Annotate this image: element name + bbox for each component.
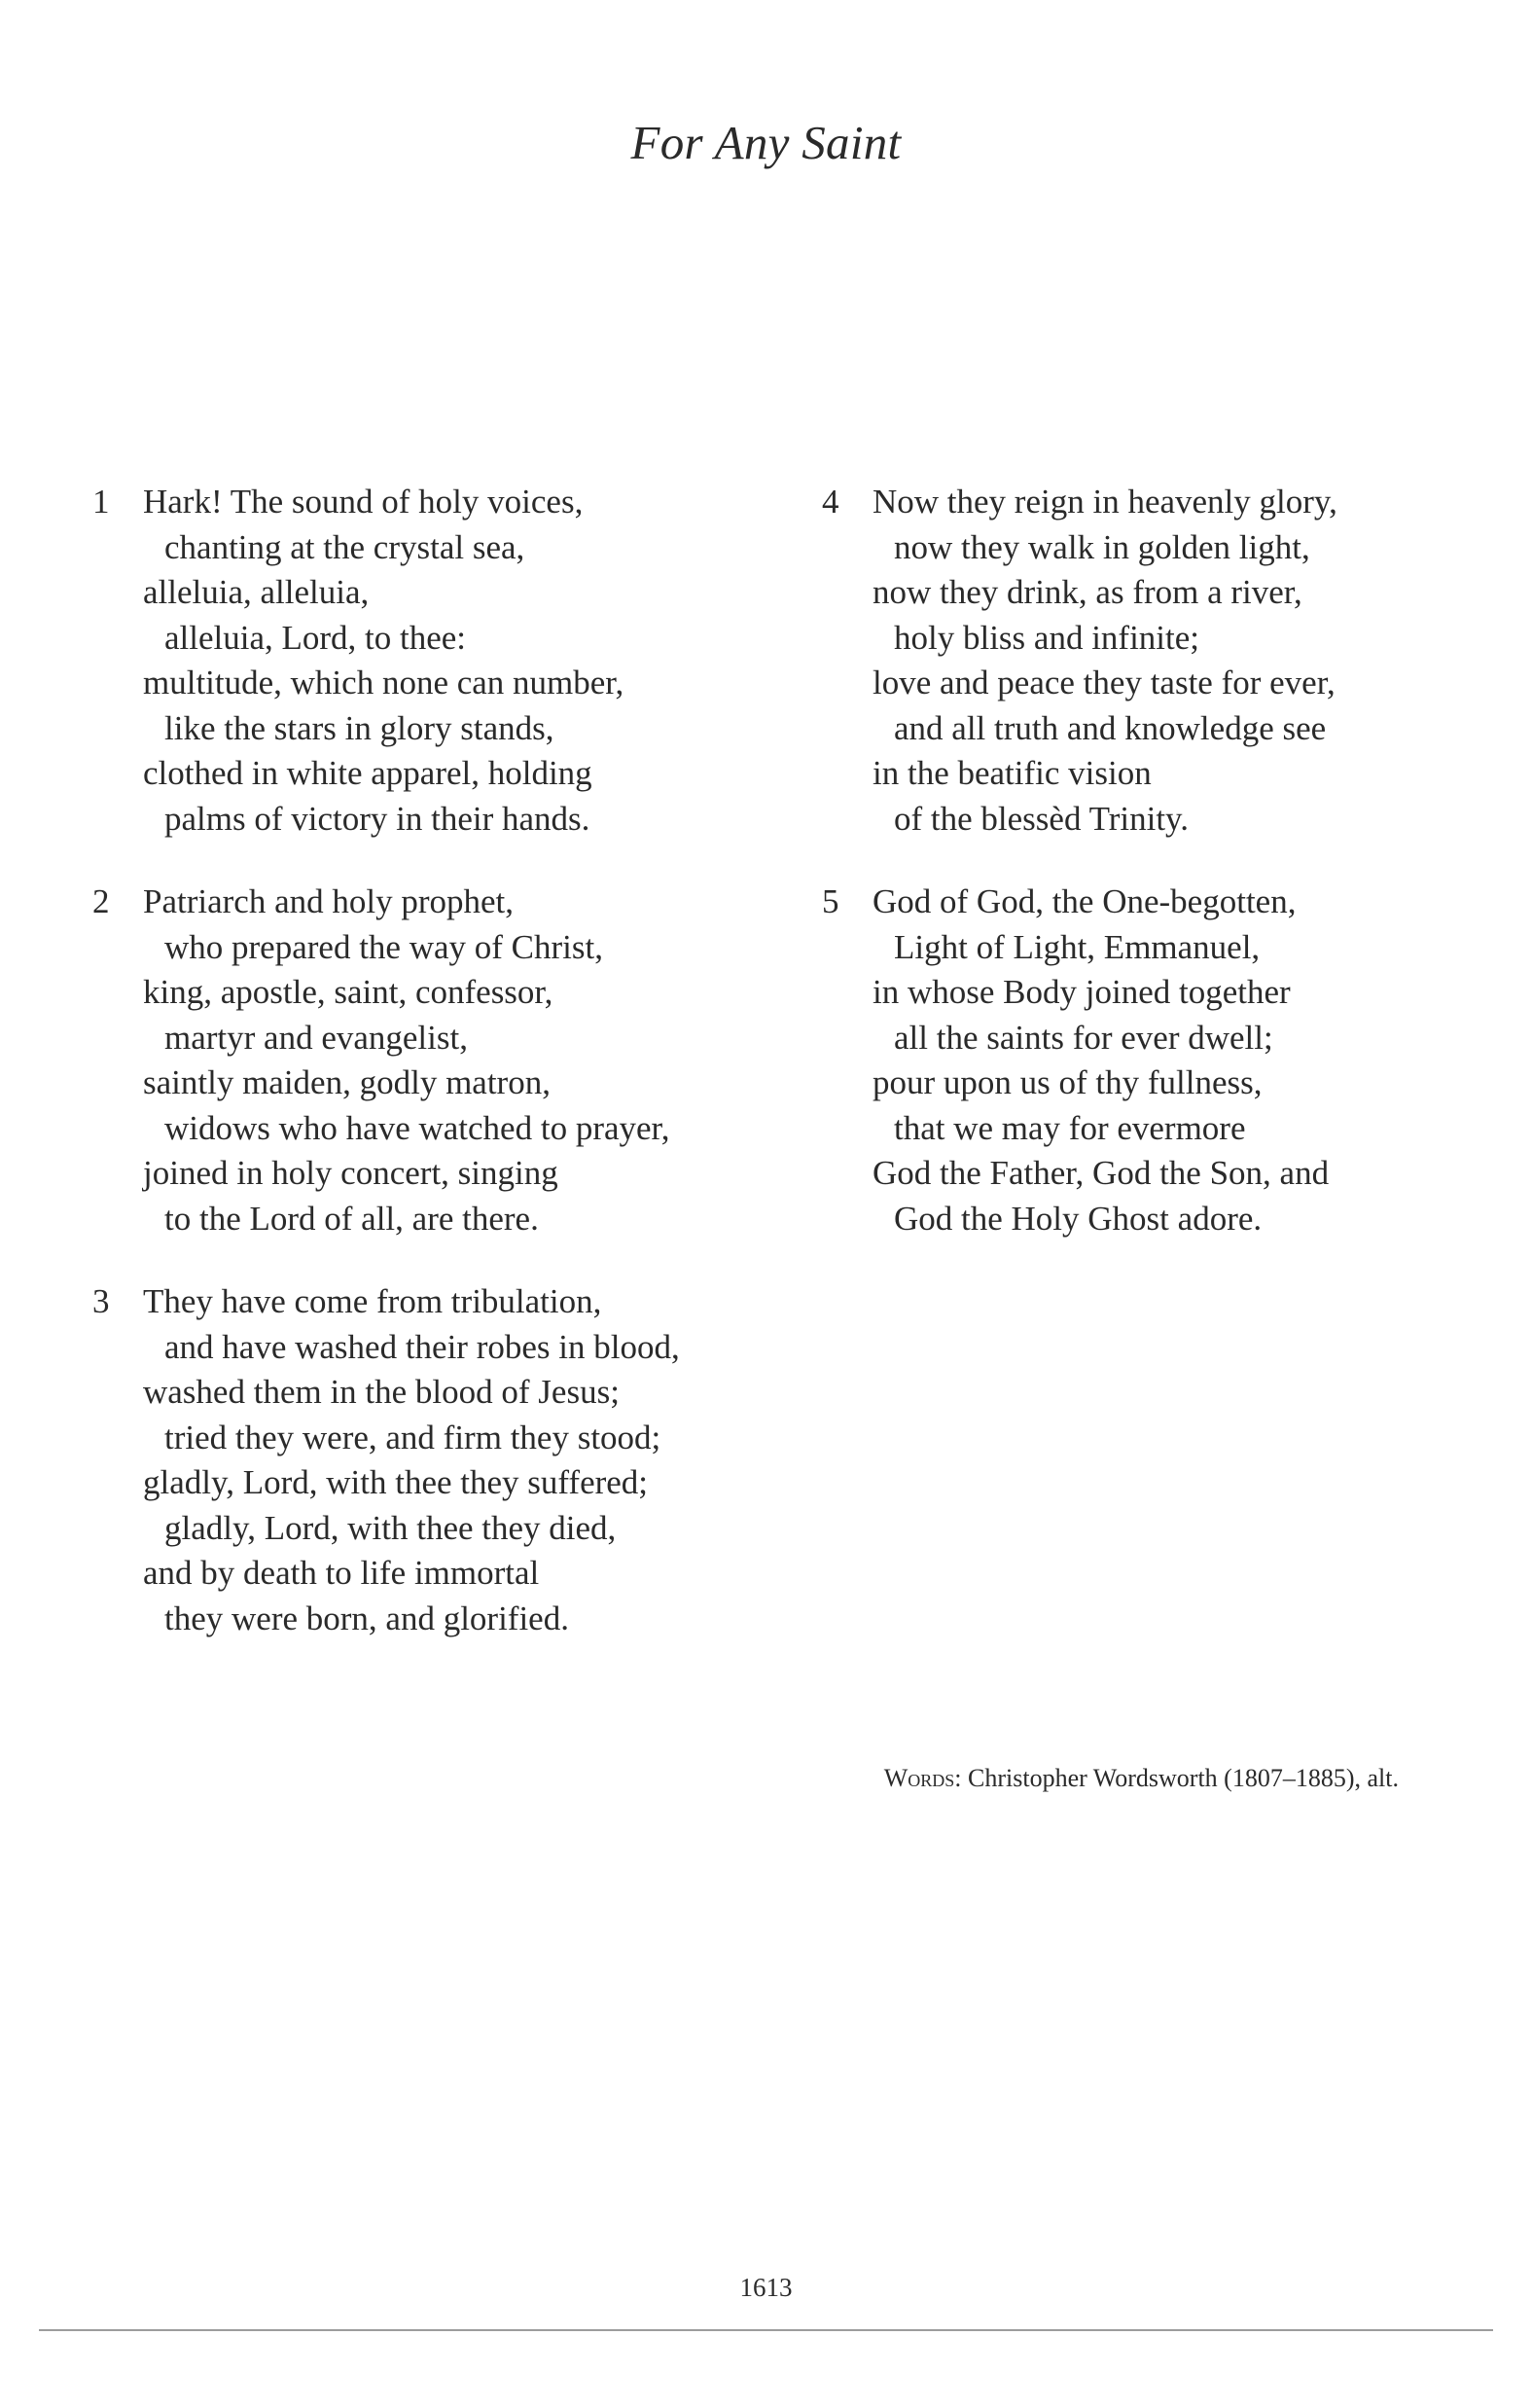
stanza-5 (822, 880, 1503, 1241)
stanza-line: like the stars in glory stands, (164, 708, 554, 747)
stanza-line: widows who have watched to prayer, (164, 1108, 670, 1147)
stanza-line: and all truth and knowledge see (894, 708, 1327, 747)
stanza-line: Light of Light, Emmanuel, (894, 927, 1261, 966)
stanza-line: joined in holy concert, singing (143, 1154, 558, 1192)
stanza-line: gladly, Lord, with thee they suffered; (143, 1463, 649, 1501)
stanza-2 (92, 880, 773, 1241)
stanza-line: pour upon us of thy fullness, (873, 1063, 1263, 1101)
stanza-line: washed them in the blood of Jesus; (143, 1373, 620, 1411)
words-attribution (884, 1764, 1399, 1793)
stanza-line: martyr and evangelist, (164, 1018, 468, 1057)
stanza-line: all the saints for ever dwell; (894, 1018, 1273, 1057)
stanza-line: and have washed their robes in blood, (164, 1327, 680, 1366)
stanza-line: saintly maiden, godly matron, (143, 1063, 551, 1101)
right-column (822, 480, 1503, 1241)
stanza-4 (822, 480, 1503, 842)
stanza-line: to the Lord of all, are there. (164, 1199, 539, 1238)
stanza-line: holy bliss and infinite; (894, 618, 1200, 657)
stanza-line: gladly, Lord, with thee they died, (164, 1508, 617, 1547)
stanza-line: now they drink, as from a river, (873, 573, 1302, 611)
stanza-number: 2 (92, 882, 110, 920)
stanza-1 (92, 480, 773, 842)
stanza-line: chanting at the crystal sea, (164, 527, 525, 566)
stanza-line: tried they were, and firm they stood; (164, 1418, 661, 1456)
stanza-number: 1 (92, 483, 110, 521)
stanza-line: that we may for evermore (894, 1108, 1246, 1147)
stanza-line: now they walk in golden light, (894, 527, 1310, 566)
stanza-line: of the blessèd Trinity. (894, 799, 1190, 838)
stanza-line: Now they reign in heavenly glory, (873, 483, 1337, 521)
stanza-line: who prepared the way of Christ, (164, 927, 603, 966)
stanza-3 (92, 1279, 773, 1641)
stanza-number: 5 (822, 882, 839, 920)
attribution-text: Christopher Wordsworth (1807–1885), alt. (961, 1764, 1399, 1792)
hymn-title: For Any Saint (630, 116, 902, 169)
stanza-line: alleluia, Lord, to thee: (164, 618, 467, 657)
stanza-line: they were born, and glorified. (164, 1599, 569, 1637)
stanza-line: king, apostle, saint, confessor, (143, 973, 553, 1011)
stanza-line: God the Holy Ghost adore. (894, 1199, 1263, 1238)
stanza-line: They have come from tribulation, (143, 1282, 602, 1320)
stanza-line: in the beatific vision (873, 754, 1152, 792)
stanza-line: in whose Body joined together (873, 973, 1291, 1011)
left-column (92, 480, 773, 1641)
stanza-line: multitude, which none can number, (143, 664, 624, 701)
stanza-line: God of God, the One-begotten, (873, 882, 1297, 920)
stanza-line: clothed in white apparel, holding (143, 754, 592, 792)
stanza-line: and by death to life immortal (143, 1554, 540, 1592)
stanza-number: 3 (92, 1282, 110, 1320)
attribution-label: Words: (883, 1764, 962, 1792)
stanza-line: God the Father, God the Son, and (873, 1154, 1330, 1192)
stanza-line: alleluia, alleluia, (143, 573, 370, 611)
stanza-number: 4 (822, 483, 839, 521)
stanza-line: palms of victory in their hands. (164, 799, 590, 838)
stanza-line: Patriarch and holy prophet, (143, 882, 515, 920)
page-number: 1613 (739, 2273, 793, 2302)
stanza-line: Hark! The sound of holy voices, (143, 483, 584, 521)
stanza-line: love and peace they taste for ever, (873, 664, 1336, 701)
footer-rule (39, 2329, 1493, 2331)
